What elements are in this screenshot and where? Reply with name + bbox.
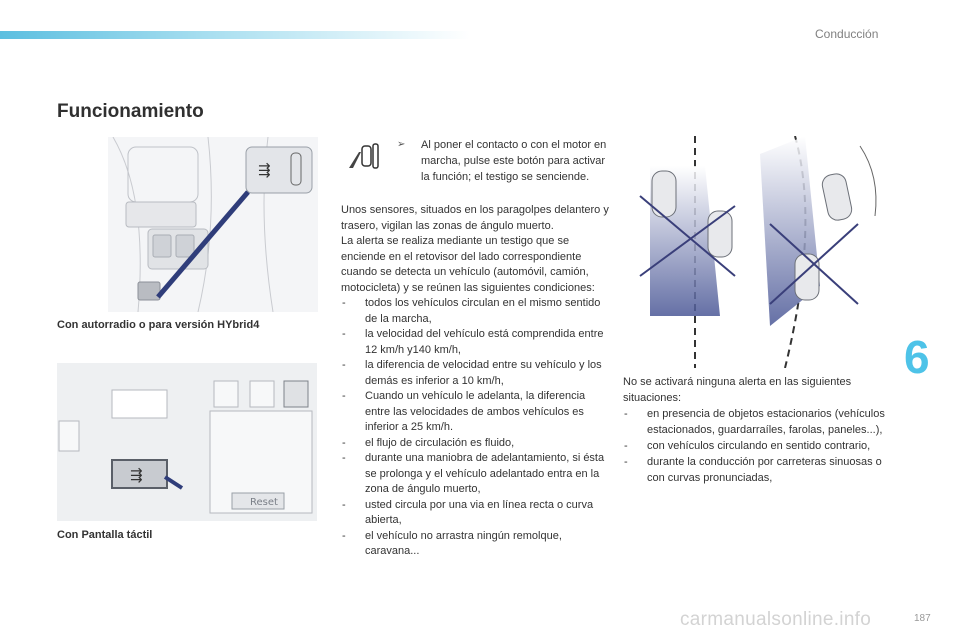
blind-spot-scenes-illustration xyxy=(620,136,885,368)
main-text-column xyxy=(341,203,613,560)
touchscreen-illustration xyxy=(57,363,317,521)
reset-label: Reset xyxy=(250,497,278,508)
svg-text:⇶: ⇶ xyxy=(130,466,143,484)
exclusions-list xyxy=(623,406,885,486)
intro-paragraph-1: Unos sensores, situados en los paragolpes delantero y trasero, vigilan las zonas de ángulo muerto. xyxy=(341,204,609,232)
console-caption: Con autorradio o para versión HYbrid4 xyxy=(57,319,260,331)
page-number: 187 xyxy=(914,613,931,624)
screen-caption: Con Pantalla táctil xyxy=(57,529,153,541)
blind-spot-button-icon xyxy=(346,142,380,172)
list-item: - usted circula por una via en línea recta o curva abierta, xyxy=(341,498,613,529)
watermark: carmanualsonline.info xyxy=(680,609,872,630)
exclusions-column xyxy=(623,374,885,486)
section-title: Funcionamiento xyxy=(57,101,204,122)
instruction-text: Al poner el contacto o con el motor en marcha, pulse este botón para activar la función; el testigo se senciende. xyxy=(421,139,607,183)
svg-text:⇶: ⇶ xyxy=(258,161,271,179)
exclusions-intro: No se activará ninguna alerta en las siguientes situaciones: xyxy=(623,376,852,404)
intro-paragraph-2: La alerta se realiza mediante un testigo que se enciende en el retovisor del lado correspondiente cuando se detecta un vehículo (automóvil, camión, motocicleta) y se reúnen las siguientes condiciones: xyxy=(341,235,595,294)
list-item: - durante una maniobra de adelantamiento, si ésta se prolonga y el vehículo adelantado entra en la zona de ángulo muerto, xyxy=(341,451,613,498)
list-item: - Cuando un vehículo le adelanta, la diferencia entre las velocidades de ambos vehículos es inferior a 25 km/h. xyxy=(341,389,613,436)
pointer-arrow-icon: ➢ xyxy=(397,139,406,150)
instruction-bullet xyxy=(397,137,607,185)
chapter-number: 6 xyxy=(904,331,930,383)
list-item: - con vehículos circulando en sentido contrario, xyxy=(623,438,885,454)
list-item: - la velocidad del vehículo está comprendida entre 12 km/h y140 km/h, xyxy=(341,327,613,358)
conditions-list xyxy=(341,296,613,560)
list-item: - el vehículo no arrastra ningún remolque, caravana... xyxy=(341,529,613,560)
header-accent-bar xyxy=(0,31,470,39)
chapter-title: Conducción xyxy=(815,27,879,41)
list-item: - la diferencia de velocidad entre su vehículo y los demás es inferior a 10 km/h, xyxy=(341,358,613,389)
list-item: - durante la conducción por carreteras sinuosas o con curvas pronunciadas, xyxy=(623,454,885,486)
list-item: - el flujo de circulación es fluido, xyxy=(341,436,613,452)
console-illustration xyxy=(108,137,318,312)
list-item: - todos los vehículos circulan en el mismo sentido de la marcha, xyxy=(341,296,613,327)
list-item: - en presencia de objetos estacionarios (vehículos estacionados, guardarraíles, farolas, paneles...), xyxy=(623,406,885,438)
